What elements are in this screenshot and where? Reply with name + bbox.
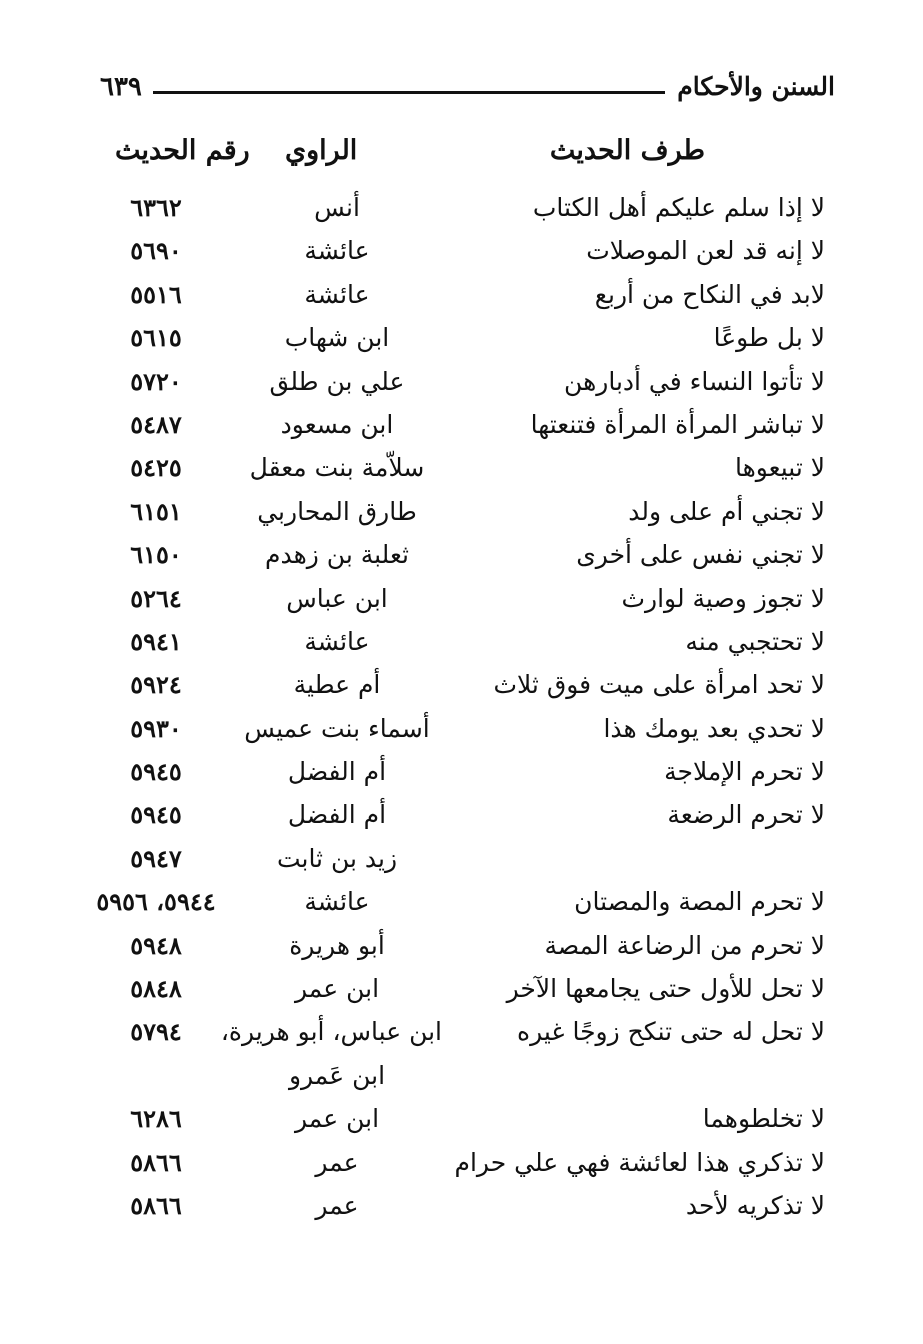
hadith-cell: لا تحرم المصة والمصتان xyxy=(574,887,825,917)
hadith-cell: لا تحل له حتى تنكح زوجًا غيره xyxy=(517,1017,825,1047)
number-cell: ٥٥١٦ xyxy=(130,279,182,309)
column-header-hadith: طرف الحديث xyxy=(549,135,705,166)
table-row xyxy=(0,186,923,229)
number-cell: ٥٩٤٨ xyxy=(130,930,182,960)
table-row xyxy=(0,1097,923,1140)
number-cell: ٥٧٢٠ xyxy=(130,366,182,396)
number-cell: ٥٩٤٥ xyxy=(130,800,182,830)
narrator-cell: ابن مسعود xyxy=(280,409,394,439)
narrator-cell: أم الفضل xyxy=(287,757,387,787)
table-row xyxy=(0,924,923,967)
number-cell: ٥٤٢٥ xyxy=(130,453,182,483)
hadith-cell: لا تبيعوها xyxy=(734,453,825,483)
table-row xyxy=(0,1141,923,1184)
narrator-cell: ابن عباس، أبو هريرة، xyxy=(220,1017,442,1047)
number-cell: ٥٩٤١ xyxy=(130,626,182,656)
hadith-cell: لا تذكري هذا لعائشة فهي علي حرام xyxy=(454,1147,825,1177)
book-title: السنن والأحكام xyxy=(677,72,835,101)
table-row xyxy=(0,880,923,923)
narrator-cell: ثعلبة بن زهدم xyxy=(265,540,409,570)
narrator-cell: أم عطية xyxy=(293,670,381,700)
number-cell: ٥٦١٥ xyxy=(130,323,182,353)
table-row xyxy=(0,490,923,533)
hadith-cell: لا تحرم الرضعة xyxy=(667,800,825,830)
table-row xyxy=(0,663,923,706)
table-row xyxy=(0,403,923,446)
number-cell: ٥٦٩٠ xyxy=(130,236,182,266)
number-cell: ٥٩٤٧ xyxy=(130,843,182,873)
table-row xyxy=(0,707,923,750)
number-cell: ٥٧٩٤ xyxy=(130,1017,182,1047)
narrator-cell: عائشة xyxy=(304,626,370,656)
narrator-cell: أم الفضل xyxy=(287,800,387,830)
narrator-cell: عمر xyxy=(315,1190,359,1220)
table-row xyxy=(0,793,923,836)
page-number: ٦٣٩ xyxy=(100,72,142,102)
narrator-cell: زيد بن ثابت xyxy=(276,843,398,873)
hadith-cell: لا إنه قد لعن الموصلات xyxy=(586,236,825,266)
narrator-cell: عمر xyxy=(315,1147,359,1177)
page-header xyxy=(95,70,835,110)
column-header-number: رقم الحديث xyxy=(115,135,250,166)
table-row xyxy=(0,837,923,880)
table-row xyxy=(0,273,923,316)
number-cell: ٦١٥٠ xyxy=(130,540,182,570)
hadith-cell: لا تجني أم على ولد xyxy=(628,496,825,526)
narrator-cell: أبو هريرة xyxy=(289,930,385,960)
table-row xyxy=(0,316,923,359)
narrator-cell: ابن شهاب xyxy=(284,323,390,353)
table-row xyxy=(0,360,923,403)
hadith-cell: لابد في النكاح من أربع xyxy=(594,279,825,309)
table-row xyxy=(0,967,923,1010)
hadith-cell: لا تحد امرأة على ميت فوق ثلاث xyxy=(493,670,825,700)
narrator-cell: أسماء بنت عميس xyxy=(244,713,430,743)
hadith-cell: لا تحدي بعد يومك هذا xyxy=(603,713,825,743)
narrator-cell: ابن عمر xyxy=(294,974,380,1004)
narrator-cell: علي بن طلق xyxy=(269,366,405,396)
header-rule xyxy=(153,91,665,94)
number-cell: ٥٨٤٨ xyxy=(130,974,182,1004)
table-row xyxy=(0,1054,923,1097)
hadith-cell: لا إذا سلم عليكم أهل الكتاب xyxy=(532,193,825,222)
number-cell: ٥٤٨٧ xyxy=(130,409,182,439)
hadith-cell: لا تأتوا النساء في أدبارهن xyxy=(564,366,825,396)
hadith-cell: لا تحرم الإملاجة xyxy=(664,757,825,787)
table-row xyxy=(0,750,923,793)
number-cell: ٦٢٨٦ xyxy=(130,1104,182,1134)
number-cell: ٦٣٦٢ xyxy=(130,193,182,222)
hadith-cell: لا تحتجبي منه xyxy=(685,626,825,656)
number-cell: ٥٩٤٥ xyxy=(130,757,182,787)
number-cell: ٥٢٦٤ xyxy=(130,583,182,613)
narrator-cell: ابن عباس xyxy=(286,583,388,613)
table-row xyxy=(0,446,923,489)
hadith-cell: لا بل طوعًا xyxy=(713,323,825,353)
hadith-cell: لا تحل للأول حتى يجامعها الآخر xyxy=(506,974,825,1004)
number-cell: ٥٩٢٤ xyxy=(130,670,182,700)
narrator-cell: عائشة xyxy=(304,887,370,917)
hadith-cell: لا تذكريه لأحد xyxy=(685,1190,825,1220)
table-row xyxy=(0,1184,923,1227)
number-cell: ٥٩٤٤، ٥٩٥٦ xyxy=(96,887,216,917)
table-row xyxy=(0,577,923,620)
narrator-cell: ابن عمر xyxy=(294,1104,380,1134)
hadith-cell: لا تجني نفس على أخرى xyxy=(576,540,825,570)
narrator-cell: عائشة xyxy=(304,236,370,266)
hadith-index-table xyxy=(0,186,923,1227)
table-row xyxy=(0,620,923,663)
hadith-cell: لا تخلطوهما xyxy=(702,1104,825,1134)
number-cell: ٥٩٣٠ xyxy=(130,713,182,743)
table-row xyxy=(0,1010,923,1053)
hadith-cell: لا تجوز وصية لوارث xyxy=(621,583,825,613)
narrator-cell: عائشة xyxy=(304,279,370,309)
table-row xyxy=(0,229,923,272)
hadith-cell: لا تحرم من الرضاعة المصة xyxy=(544,930,825,960)
narrator-cell: أنس xyxy=(314,193,360,222)
number-cell: ٥٨٦٦ xyxy=(130,1190,182,1220)
column-header-narrator: الراوي xyxy=(285,135,358,166)
number-cell: ٦١٥١ xyxy=(130,496,182,526)
table-row xyxy=(0,533,923,576)
narrator-cell: طارق المحاربي xyxy=(257,496,417,526)
narrator-cell: سلاّمة بنت معقل xyxy=(249,453,425,483)
narrator-cell: ابن عَمرو xyxy=(288,1060,386,1090)
number-cell: ٥٨٦٦ xyxy=(130,1147,182,1177)
hadith-cell: لا تباشر المرأة المرأة فتنعتها xyxy=(530,409,825,439)
